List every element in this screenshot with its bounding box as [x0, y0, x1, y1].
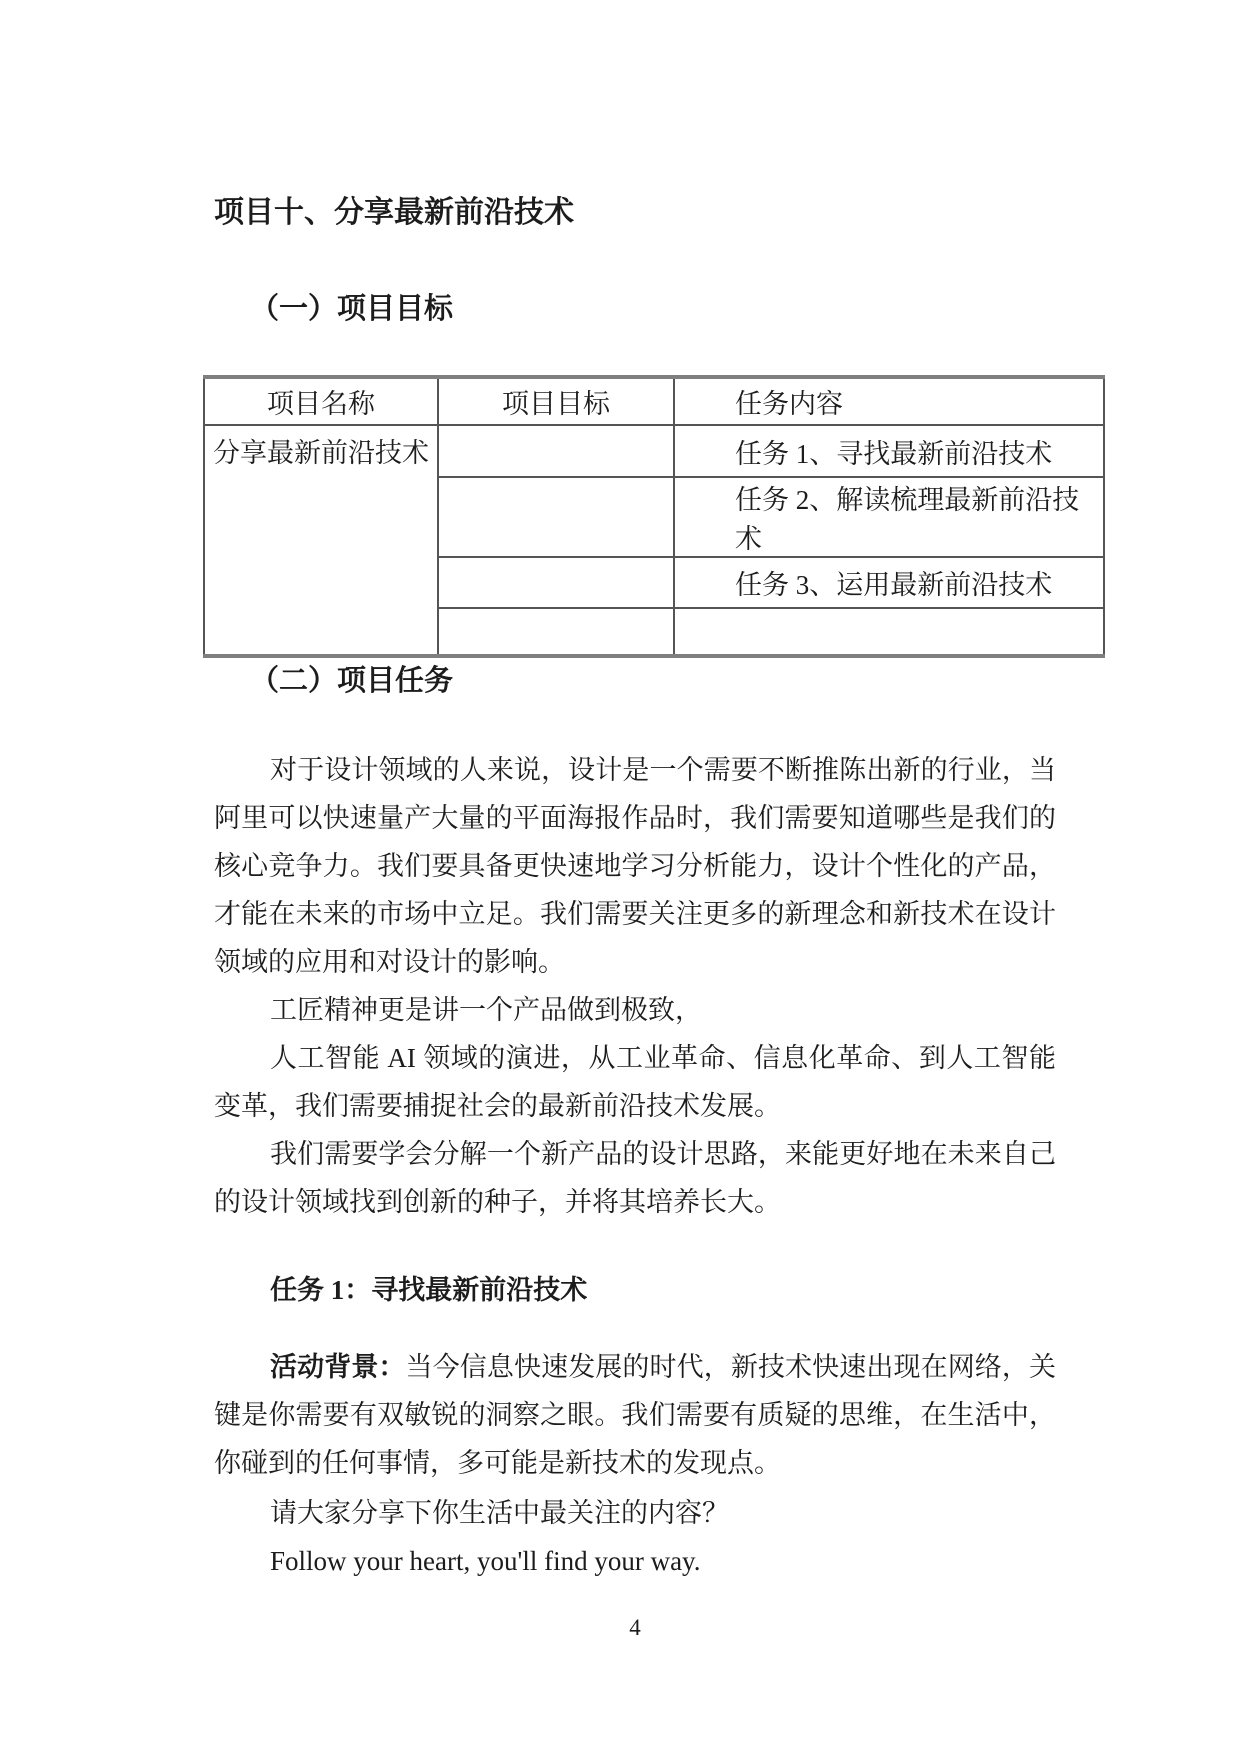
title-prefix: 项目十、 [214, 196, 334, 229]
task1-heading-block [214, 1266, 1056, 1314]
paragraph-english-quote: Follow your heart, you'll find your way. [270, 1546, 701, 1576]
activity-background-block [214, 1343, 1056, 1487]
column-header-task-content: 任务内容 [674, 377, 1104, 425]
cell-project-goal-empty-4 [438, 608, 674, 656]
table-row-task-1 [204, 425, 1104, 477]
section-heading-project-goals: （一）项目目标 [250, 293, 454, 325]
closing-lines-block [214, 1489, 1056, 1585]
paragraph-ai-evolution: 人工智能 AI 领域的演进，从工业革命、信息化革命、到人工智能变革，我们需要捕捉社会的最新前沿技术发展。 [214, 1043, 1056, 1121]
cell-project-goal-empty-2 [438, 477, 674, 557]
cell-task-1: 任务 1、寻找最新前沿技术 [674, 425, 1104, 477]
cell-project-goal-empty-1 [438, 425, 674, 477]
document-title [214, 192, 574, 234]
column-header-project-goal: 项目目标 [438, 377, 674, 425]
page-number: 4 [629, 1615, 641, 1640]
project-tasks-paragraphs [214, 746, 1056, 1226]
task1-heading: 任务 1：寻找最新前沿技术 [270, 1275, 588, 1305]
cell-project-goal-empty-3 [438, 557, 674, 608]
table-header-row [204, 377, 1104, 425]
title-text: 分享最新前沿技术 [334, 196, 574, 229]
cell-task-2: 任务 2、解读梳理最新前沿技术 [674, 477, 1104, 557]
paragraph-share-question: 请大家分享下你生活中最关注的内容？ [270, 1498, 729, 1528]
cell-task-3: 任务 3、运用最新前沿技术 [674, 557, 1104, 608]
paragraph-innovation-seed: 我们需要学会分解一个新产品的设计思路，来能更好地在未来自己的设计领域找到创新的种子，并将其培养长大。 [214, 1139, 1056, 1217]
activity-background-text: 当今信息快速发展的时代，新技术快速出现在网络，关键是你需要有双敏锐的洞察之眼。我们需要有质疑的思维，在生活中，你碰到的任何事情，多可能是新技术的发现点。 [214, 1352, 1057, 1478]
activity-background-label: 活动背景： [270, 1352, 406, 1382]
paragraph-intro: 对于设计领域的人来说，设计是一个需要不断推陈出新的行业，当阿里可以快速量产大量的平面海报作品时，我们需要知道哪些是我们的核心竞争力。我们要具备更快速地学习分析能力，设计个性化的产品，才能在未来的市场中立足。我们需要关注更多的新理念和新技术在设计领域的应用和对设计的影响。 [214, 755, 1056, 977]
cell-project-name: 分享最新前沿技术 [204, 425, 438, 656]
column-header-project-name: 项目名称 [204, 377, 438, 425]
paragraph-craftsman: 工匠精神更是讲一个产品做到极致， [270, 995, 702, 1025]
section-heading-project-tasks: （二）项目任务 [250, 665, 454, 697]
project-goals-table [203, 375, 1105, 658]
paragraph-activity-background [214, 1343, 1056, 1487]
cell-task-empty [674, 608, 1104, 656]
